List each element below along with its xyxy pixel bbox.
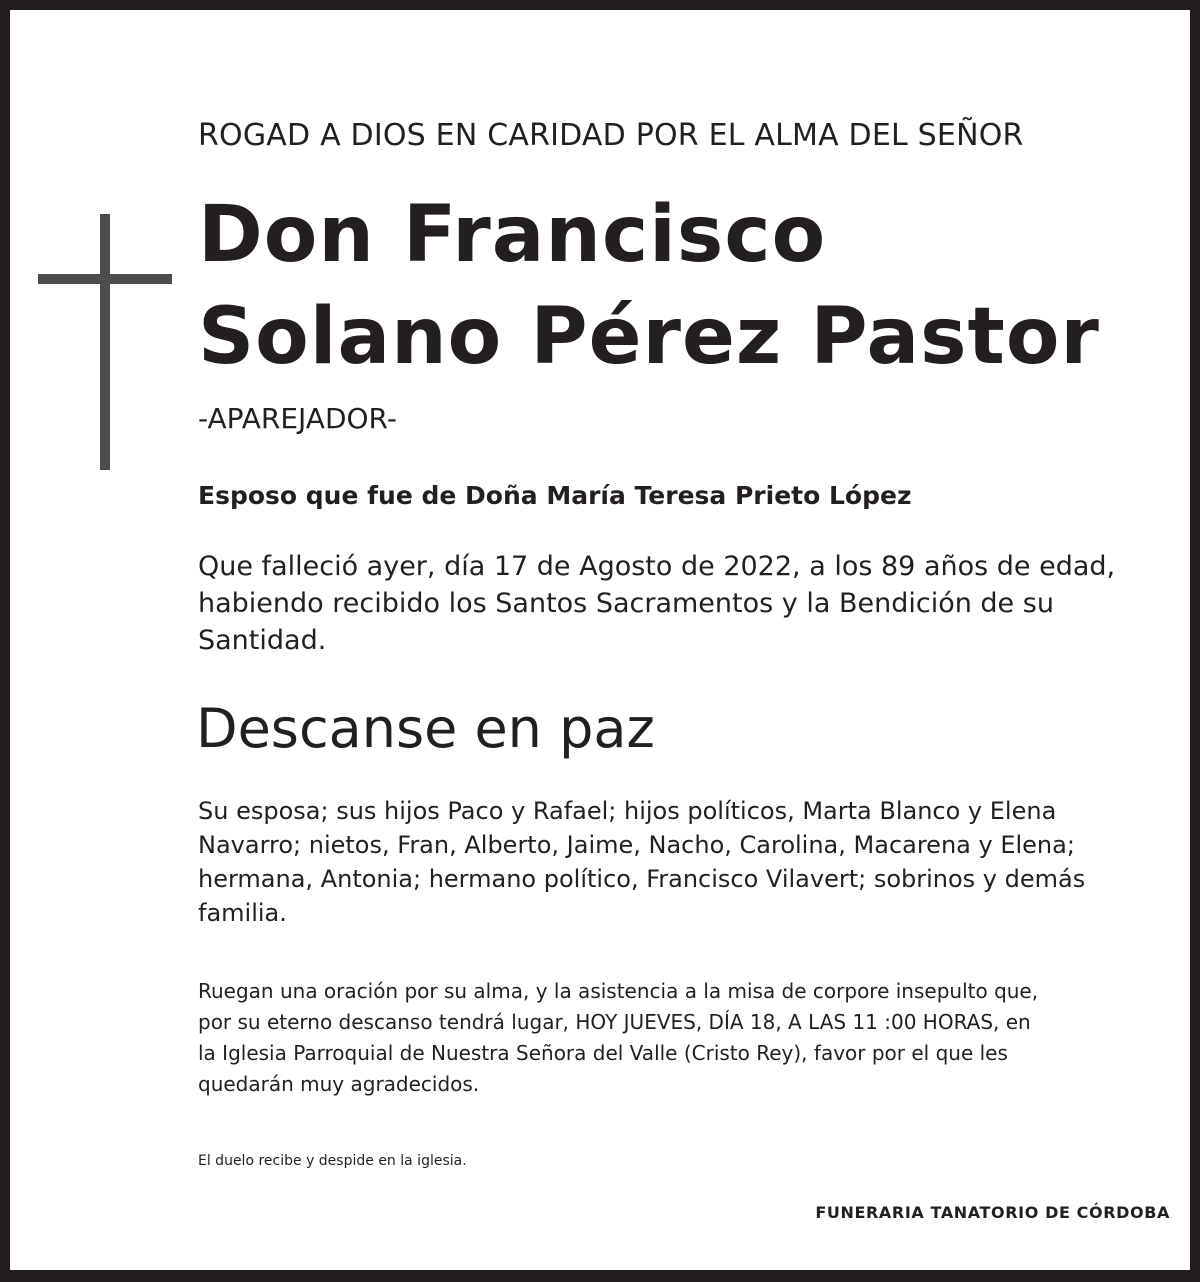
rest-in-peace: Descanse en paz — [196, 697, 655, 760]
spouse-line: Esposo que fue de Doña María Teresa Prieto López — [198, 481, 912, 510]
deceased-name-line-1: Don Francisco — [198, 190, 827, 280]
profession: -APAREJADOR- — [198, 402, 397, 435]
death-details-line: Santidad. — [198, 625, 327, 656]
family-list-line: Navarro; nietos, Fran, Alberto, Jaime, Nacho, Carolina, Macarena y Elena; — [198, 831, 1075, 859]
cross-icon — [38, 214, 172, 470]
death-details-line: Que falleció ayer, día 17 de Agosto de 2022, a los 89 años de edad, — [198, 551, 1116, 582]
family-list-line: familia. — [198, 899, 287, 927]
family-list — [198, 794, 1158, 930]
death-details — [198, 548, 1158, 659]
mass-announcement-line: quedarán muy agradecidos. — [198, 1072, 480, 1096]
deceased-name — [198, 184, 1100, 388]
mass-announcement-line: por su eterno descanso tendrá lugar, HOY JUEVES, DÍA 18, A LAS 11 :00 HORAS, en — [198, 1010, 1031, 1034]
cross-horizontal-bar — [38, 274, 172, 284]
funeral-home-name: FUNERARIA TANATORIO DE CÓRDOBA — [815, 1203, 1170, 1222]
family-list-line: hermana, Antonia; hermano político, Francisco Vilavert; sobrinos y demás — [198, 865, 1086, 893]
mass-announcement — [198, 976, 1158, 1100]
death-details-line: habiendo recibido los Santos Sacramentos y la Bendición de su — [198, 588, 1054, 619]
mass-announcement-line: la Iglesia Parroquial de Nuestra Señora del Valle (Cristo Rey), favor por el que les — [198, 1041, 1008, 1065]
family-list-line: Su esposa; sus hijos Paco y Rafael; hijos políticos, Marta Blanco y Elena — [198, 797, 1057, 825]
deceased-name-line-2: Solano Pérez Pastor — [198, 292, 1100, 382]
mass-announcement-line: Ruegan una oración por su alma, y la asistencia a la misa de corpore insepulto que, — [198, 979, 1039, 1003]
notice-heading: ROGAD A DIOS EN CARIDAD POR EL ALMA DEL SEÑOR — [198, 118, 1024, 153]
duel-note: El duelo recibe y despide en la iglesia. — [198, 1153, 467, 1169]
cross-vertical-bar — [100, 214, 110, 470]
